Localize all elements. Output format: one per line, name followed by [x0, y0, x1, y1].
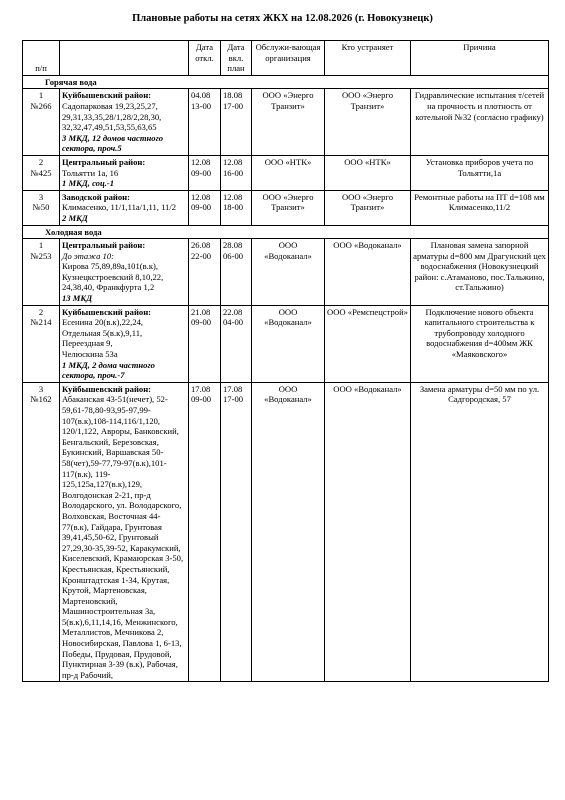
address-lines: Садопарковая 19,23,25,27, 29,31,33,35,28/1,28/2,28,30, 32,32,47,49,51,53,55,63,65	[62, 100, 162, 133]
row-address	[60, 239, 189, 306]
district-name: Центральный район:	[62, 156, 146, 167]
district-name: Центральный район:	[62, 240, 146, 251]
district-name: Куйбышевский район:	[62, 306, 152, 317]
service-org: ООО «НТК»	[252, 155, 325, 190]
header-executor: Кто устраняет	[325, 41, 411, 76]
date-on: 12.08 18-00	[221, 190, 252, 225]
row-number: 1 №253	[23, 239, 60, 306]
address-line: Переездная 9,	[62, 338, 113, 349]
header-reason: Причина	[411, 41, 549, 76]
page-title: Плановые работы на сетях ЖКХ на 12.08.2026 (г. Новокузнецк)	[132, 13, 433, 24]
row-summary: 3 МКД, 12 домов частного сектора, проч.5	[62, 132, 164, 154]
row-number: 3 №50	[23, 190, 60, 225]
table-row	[23, 155, 549, 190]
executor: ООО «НТК»	[325, 155, 411, 190]
row-number: 1 №266	[23, 89, 60, 156]
district-name: Куйбышевский район:	[62, 383, 152, 394]
date-on: 12.08 16-00	[221, 155, 252, 190]
reason: Установка приборов учета по Тольятти,1а	[411, 155, 549, 190]
row-number: 3 №162	[23, 382, 60, 682]
service-org: ООО «Энерго Транзит»	[252, 190, 325, 225]
district-name: Куйбышевский район:	[62, 90, 152, 101]
executor: ООО «Энерго Транзит»	[325, 89, 411, 156]
date-off: 26.08 22-00	[189, 239, 221, 306]
address-lines: Тольятти 1а, 16	[62, 167, 119, 178]
header-num: п/п	[23, 41, 60, 76]
row-address	[60, 305, 189, 382]
reason: Замена арматуры d=50 мм по ул. Садгородская, 57	[411, 382, 549, 682]
executor: ООО «Ремспецстрой»	[325, 305, 411, 382]
header-service-org: Обслужи-вающая организация	[252, 41, 325, 76]
executor: ООО «Водоканал»	[325, 239, 411, 306]
header-row	[23, 41, 549, 76]
section-cold-water: Холодная вода	[23, 225, 549, 239]
date-off: 17.08 09-00	[189, 382, 221, 682]
row-summary: 1 МКД, соц.-1	[62, 178, 115, 189]
date-off: 21.08 09-00	[189, 305, 221, 382]
reason: Гидравлические испытания т/сетей на прочность и плотность от котельной №32 (согласно графику)	[411, 89, 549, 156]
address-lines: Кирова 75,89,89а,101(в.к), Кузнецкстроевский 8,10,22, 24,38,40, Франкфурта 1,2	[62, 261, 164, 293]
address-lines: Абаканская 43-51(нечет), 52-59,61-78,80-93,95-97,99-107(в.к),108-114,116/1,120, 120/1,122, Авроры, Банковский, Бенгальский, Березовская, Букинский, Варшавская 50-58(чет),59-77,79-97(в.к),101-117(в.к), 119-125,125а,127(в.к),129, Волгодонская 2-21, пр-д Володарского, ул. Володарского, Волховская, Восточная 44-77(в.к), Гайдара, Грунтовая 39,41,45,50-62, Грунтовый 27,29,30-35,39-52, Каракумский, Киселевский, Крамаюрская 3-50, Крестьянская, Крестьянский, Кронштадтская 1-34, Крутая, Крутой, Мартеновская, Мартеновский, Машиностроительная 3а, 5(в.к),6,11,14,16, Менжинского, Металлистов, Мечникова 2, Новосибирская, Павлова 1, 6-13, Победы, Прудовая, Прудовой, Пунктирная 3-39 (в.к), Рабочая, пр-д Рабочий,	[62, 394, 184, 680]
header-date-on: Дата вкл. план	[221, 41, 252, 76]
date-on: 18.08 17-00	[221, 89, 252, 156]
row-number: 2 №214	[23, 305, 60, 382]
row-summary: 2 МКД	[62, 212, 88, 223]
row-address	[60, 190, 189, 225]
date-on: 28.08 06-00	[221, 239, 252, 306]
works-table	[22, 40, 549, 682]
reason: Подключение нового объекта капитального строительства к трубопроводу холодного водоснабжения d=400мм ЖК «Маяковского»	[411, 305, 549, 382]
row-summary: 1 МКД, 2 дома частного сектора, проч.-7	[62, 359, 155, 381]
address-lines: Климасенко, 11/1,11а/1,11, 11/2	[62, 202, 177, 213]
header-address	[60, 41, 189, 76]
service-org: ООО «Энерго Транзит»	[252, 89, 325, 156]
address-line: Челюскина 53а	[62, 349, 118, 360]
table-row	[23, 382, 549, 682]
address-line: Есенина 20(в.к),22,24,	[62, 317, 144, 328]
address-line: Отдельная 5(в.к),9,11,	[62, 327, 143, 338]
service-org: ООО «Водоканал»	[252, 239, 325, 306]
executor: ООО «Водоканал»	[325, 382, 411, 682]
executor: ООО «Энерго Транзит»	[325, 190, 411, 225]
date-off: 12.08 09-00	[189, 155, 221, 190]
row-address	[60, 89, 189, 156]
row-summary: 13 МКД	[62, 293, 93, 304]
date-on: 17.08 17-00	[221, 382, 252, 682]
date-off: 12.08 09-00	[189, 190, 221, 225]
section-row-cold-water	[23, 225, 549, 239]
reason: Ремонтные работы на ПТ d=108 мм Климасенко,11/2	[411, 190, 549, 225]
row-address	[60, 382, 189, 682]
table-row	[23, 239, 549, 306]
table-row	[23, 305, 549, 382]
district-name: Заводской район:	[62, 191, 130, 202]
row-address	[60, 155, 189, 190]
service-org: ООО «Водоканал»	[252, 382, 325, 682]
date-on: 22.08 04-00	[221, 305, 252, 382]
header-date-off: Дата откл.	[189, 41, 221, 76]
table-row	[23, 89, 549, 156]
section-hot-water: Горячая вода	[23, 75, 549, 89]
row-number: 2 №425	[23, 155, 60, 190]
section-row-hot-water	[23, 75, 549, 89]
date-off: 04.08 13-00	[189, 89, 221, 156]
service-org: ООО «Водоканал»	[252, 305, 325, 382]
reason: Плановая замена запорной арматуры d=800 мм Драгунский цех водоснабжения (Новокузнецкий район: с.Атаманово, пос.Тальжино, ст.Тальжино)	[411, 239, 549, 306]
floor-note: До этажа 10:	[62, 250, 114, 261]
table-row	[23, 190, 549, 225]
